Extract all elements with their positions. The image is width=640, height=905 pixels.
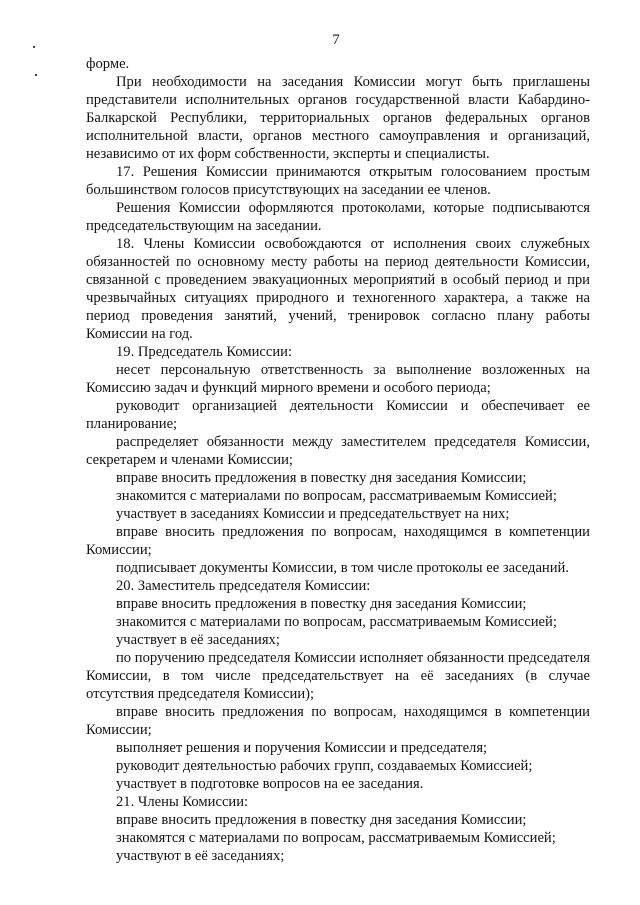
paragraph: 17. Решения Комиссии принимаются открытым голосованием простым большинством голосов присутствующих на заседании ее членов. [86,164,590,198]
paragraph: знакомятся с материалами по вопросам, рассматриваемым Комиссией; [116,830,556,846]
paragraph: вправе вносить предложения в повестку дня заседания Комиссии; [116,812,527,828]
paragraph: распределяет обязанности между заместителем председателя Комиссии, секретарем и членами Комиссии; [86,434,590,468]
paragraph: вправе вносить предложения по вопросам, находящимся в компетенции Комиссии; [86,704,590,738]
paragraph: вправе вносить предложения в повестку дня заседания Комиссии; [116,470,527,486]
scan-mark [35,74,37,76]
paragraph: Решения Комиссии оформляются протоколами, которые подписываются председательствующим на заседании. [86,200,590,234]
paragraph: 20. Заместитель председателя Комиссии: [116,578,371,594]
paragraph: участвует в заседаниях Комиссии и председательствует на них; [116,506,510,522]
paragraph: руководит организацией деятельности Комиссии и обеспечивает ее планирование; [86,398,590,432]
paragraph: участвуют в её заседаниях; [116,848,285,864]
paragraph: знакомится с материалами по вопросам, рассматриваемым Комиссией; [116,488,557,504]
paragraph: знакомится с материалами по вопросам, рассматриваемым Комиссией; [116,614,557,630]
paragraph: вправе вносить предложения в повестку дня заседания Комиссии; [116,596,527,612]
paragraph: участвует в подготовке вопросов на ее заседания. [116,776,424,792]
paragraph: подписывает документы Комиссии, в том числе протоколы ее заседаний. [116,560,570,576]
paragraph: участвует в её заседаниях; [116,632,280,648]
paragraph: по поручению председателя Комиссии исполняет обязанности председателя Комиссии, в том числе председательствует на её заседаниях (в случае отсутствия председателя Комиссии); [86,650,590,702]
paragraph: вправе вносить предложения по вопросам, находящимся в компетенции Комиссии; [86,524,590,558]
document-body [86,55,590,865]
paragraph: 18. Члены Комиссии освобождаются от исполнения своих служебных обязанностей по основному месту работы на период деятельности Комиссии, связанной с проведением эвакуационных мероприятий в особый период и при чрезвычайных ситуациях природного и техногенного характера, а также на период проведения занятий, учений, тренировок согласно плану работы Комиссии на год. [86,236,590,342]
paragraph: выполняет решения и поручения Комиссии и председателя; [116,740,488,756]
paragraph: 19. Председатель Комиссии: [116,344,293,360]
paragraph: форме. [86,56,130,72]
paragraph: несет персональную ответственность за выполнение возложенных на Комиссию задач и функций мирного времени и особого периода; [86,362,590,396]
paragraph: 21. Члены Комиссии: [116,794,249,810]
paragraph: При необходимости на заседания Комиссии могут быть приглашены представители исполнительных органов государственной власти Кабардино-Балкарской Республики, территориальных органов федеральных органов исполнительной власти, органов местного самоуправления и организаций, независимо от их форм собственности, эксперты и специалисты. [86,74,590,162]
page-number: 7 [332,32,340,48]
paragraph: руководит деятельностью рабочих групп, создаваемых Комиссией; [116,758,533,774]
